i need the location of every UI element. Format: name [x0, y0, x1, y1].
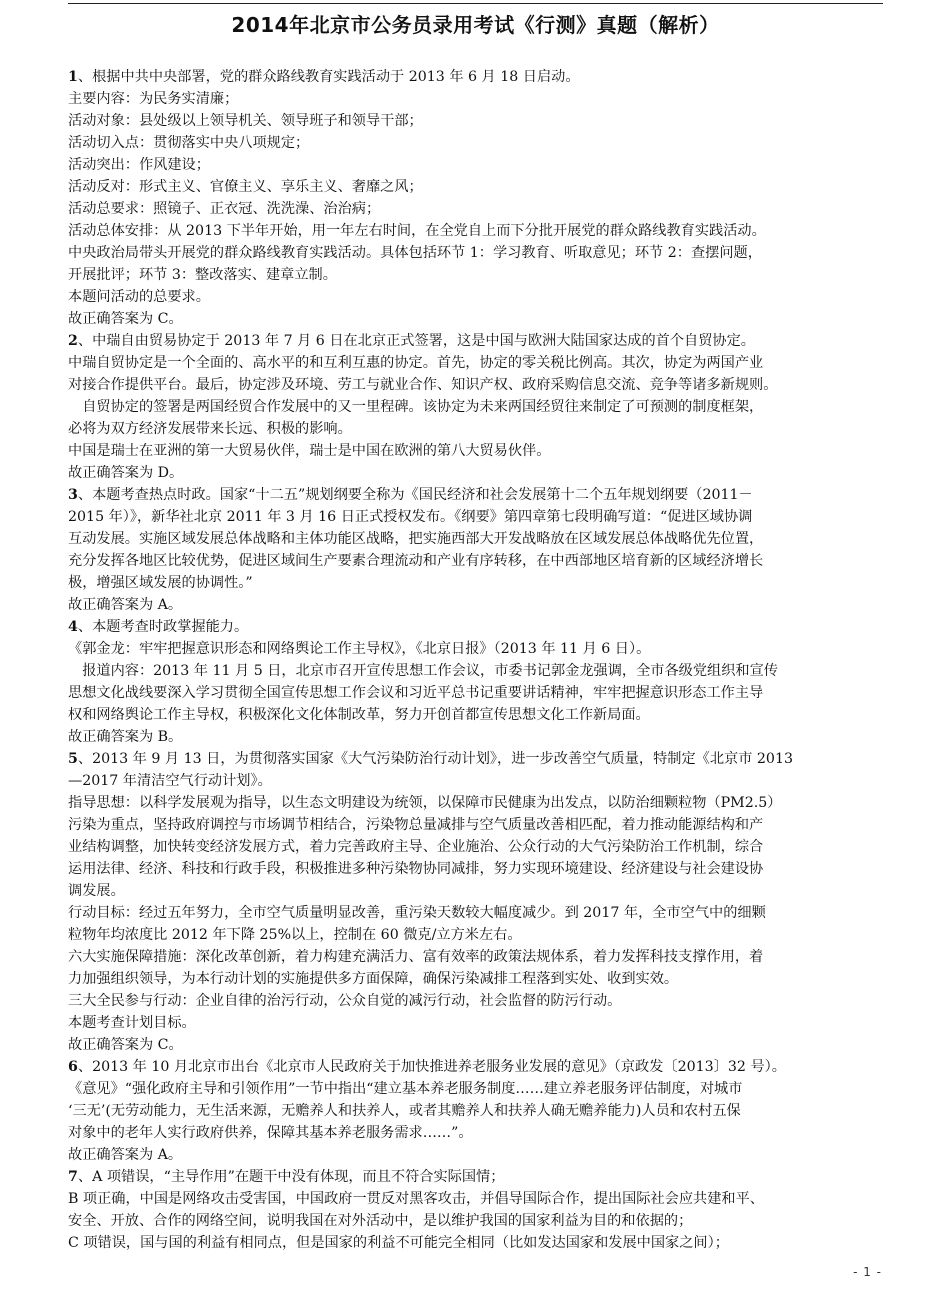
line-text: 权和网络舆论工作主导权，积极深化文化体制改革，努力开创首都宣传思想文化工作新局面。	[68, 707, 650, 723]
line-text: 三大全民参与行动：企业自律的治污行动，公众自觉的减污行动，社会监督的防污行动。	[68, 993, 622, 1009]
text-line	[68, 396, 883, 418]
line-text: 《意见》“强化政府主导和引领作用”一节中指出“建立基本养老服务制度……建立养老服务评估制度，对城市	[68, 1081, 743, 1097]
line-text: 故正确答案为 A。	[68, 1147, 183, 1163]
text-line	[68, 770, 883, 792]
text-line	[68, 286, 883, 308]
text-line	[68, 418, 883, 440]
line-text: B 项正确，中国是网络攻击受害国，中国政府一贯反对黑客攻击，并倡导国际合作，提出国际社会应共建和平、	[68, 1191, 764, 1207]
line-text: 中国是瑞士在亚洲的第一大贸易伙伴，瑞士是中国在欧洲的第八大贸易伙伴。	[68, 443, 551, 459]
line-text: 指导思想：以科学发展观为指导，以生态文明建设为统领，以保障市民健康为出发点，以防治细颗粒物（PM2.5）	[68, 795, 782, 811]
question-number: 7	[68, 1169, 78, 1185]
line-text: 本题问活动的总要求。	[68, 289, 210, 305]
line-text: 调发展。	[68, 883, 125, 899]
question-number: 2	[68, 333, 78, 349]
line-text: ‘三无’(无劳动能力，无生活来源，无赡养人和扶养人，或者其赡养人和扶养人确无赡养能力)人员和农村五保	[68, 1103, 741, 1119]
line-text: 业结构调整，加快转变经济发展方式，着力完善政府主导、企业施治、公众行动的大气污染防治工作机制，综合	[68, 839, 764, 855]
line-text: 自贸协定的签署是两国经贸合作发展中的又一里程碑。该协定为未来两国经贸往来制定了可预测的制度框架，	[68, 399, 764, 415]
text-line	[68, 110, 883, 132]
line-text: C 项错误，国与国的利益有相同点，但是国家的利益不可能完全相同（比如发达国家和发展中国家之间）；	[68, 1235, 729, 1251]
line-text: 充分发挥各地区比较优势，促进区域间生产要素合理流动和产业有序转移，在中西部地区培育新的区域经济增长	[68, 553, 764, 569]
text-line	[68, 616, 883, 638]
text-line	[68, 1232, 883, 1254]
text-line	[68, 88, 883, 110]
text-line	[68, 1078, 883, 1100]
text-line	[68, 484, 883, 506]
document-title: 2014年北京市公务员录用考试《行测》真题（解析）	[231, 13, 720, 37]
question-number: 4	[68, 619, 78, 635]
line-text: 互动发展。实施区域发展总体战略和主体功能区战略，把实施西部大开发战略放在区域发展总体战略优先位置，	[68, 531, 764, 547]
text-line	[68, 176, 883, 198]
text-line	[68, 1012, 883, 1034]
text-line	[68, 242, 883, 264]
text-line	[68, 572, 883, 594]
question-number: 5	[68, 751, 78, 767]
document-body	[68, 66, 883, 1254]
text-line	[68, 1144, 883, 1166]
line-text: 活动对象：县处级以上领导机关、领导班子和领导干部；	[68, 113, 423, 129]
text-line	[68, 638, 883, 660]
line-text: 对接合作提供平台。最后，协定涉及环境、劳工与就业合作、知识产权、政府采购信息交流、竞争等诸多新规则。	[68, 377, 778, 393]
text-line	[68, 990, 883, 1012]
question-number: 1	[68, 69, 78, 85]
text-line	[68, 924, 883, 946]
text-line	[68, 1188, 883, 1210]
text-line	[68, 154, 883, 176]
line-text: 、本题考查热点时政。国家“十二五”规划纲要全称为《国民经济和社会发展第十二个五年规划纲要（2011－	[77, 487, 753, 503]
line-text: 安全、开放、合作的网络空间，说明我国在对外活动中，是以维护我国的国家利益为目的和依据的；	[68, 1213, 693, 1229]
line-text: 、本题考查时政掌握能力。	[77, 619, 249, 635]
text-line	[68, 1034, 883, 1056]
line-text: 、中瑞自由贸易协定于 2013 年 7 月 6 日在北京正式签署，这是中国与欧洲大陆国家达成的首个自贸协定。	[77, 333, 755, 349]
line-text: 中央政治局带头开展党的群众路线教育实践活动。具体包括环节 1：学习教育、听取意见；环节 2：查摆问题，	[68, 245, 762, 261]
question-number: 3	[68, 487, 78, 503]
line-text: 行动目标：经过五年努力，全市空气质量明显改善，重污染天数较大幅度减少。到 2017 年，全市空气中的细颗	[68, 905, 766, 921]
text-line	[68, 198, 883, 220]
line-text: —2017 年清洁空气行动计划》。	[68, 773, 272, 789]
line-text: 活动突出：作风建设；	[68, 157, 210, 173]
text-line	[68, 220, 883, 242]
line-text: 活动总要求：照镜子、正衣冠、洗洗澡、治治病；	[68, 201, 381, 217]
text-line	[68, 374, 883, 396]
line-text: 必将为双方经济发展带来长远、积极的影响。	[68, 421, 352, 437]
line-text: 运用法律、经济、科技和行政手段，积极推进多种污染物协同减排，努力实现环境建设、经济建设与社会建设协	[68, 861, 764, 877]
line-text: 主要内容：为民务实清廉；	[68, 91, 239, 107]
text-line	[68, 902, 883, 924]
text-line	[68, 1056, 883, 1078]
line-text: 报道内容：2013 年 11 月 5 日，北京市召开宣传思想工作会议，市委书记郭金龙强调，全市各级党组织和宣传	[68, 663, 778, 679]
text-line	[68, 792, 883, 814]
text-line	[68, 330, 883, 352]
line-text: 对象中的老年人实行政府供养，保障其基本养老服务需求……”。	[68, 1125, 473, 1141]
line-text: 中瑞自贸协定是一个全面的、高水平的和互利互惠的协定。首先，协定的零关税比例高。其次，协定为两国产业	[68, 355, 764, 371]
text-line	[68, 594, 883, 616]
line-text: 力加强组织领导，为本行动计划的实施提供多方面保障，确保污染减排工程落到实处、收到实效。	[68, 971, 679, 987]
page-number: - 1 -	[853, 1265, 882, 1279]
text-line	[68, 682, 883, 704]
line-text: 故正确答案为 C。	[68, 1037, 183, 1053]
text-line	[68, 352, 883, 374]
line-text: 、2013 年 10 月北京市出台《北京市人民政府关于加快推进养老服务业发展的意见》（京政发〔2013〕32 号）。	[77, 1059, 786, 1075]
text-line	[68, 66, 883, 88]
line-text: 2015 年）》，新华社北京 2011 年 3 月 16 日正式授权发布。《纲要》第四章第七段明确写道：“促进区域协调	[68, 509, 753, 525]
text-line	[68, 528, 883, 550]
line-text: 污染为重点，坚持政府调控与市场调节相结合，污染物总量减排与空气质量改善相匹配，着力推动能源结构和产	[68, 817, 764, 833]
text-line	[68, 836, 883, 858]
line-text: 、2013 年 9 月 13 日，为贯彻落实国家《大气污染防治行动计划》，进一步改善空气质量，特制定《北京市 2013	[77, 751, 794, 767]
text-line	[68, 462, 883, 484]
text-line	[68, 748, 883, 770]
text-line	[68, 308, 883, 330]
line-text: 活动切入点：贯彻落实中央八项规定；	[68, 135, 310, 151]
text-line	[68, 726, 883, 748]
text-line	[68, 1166, 883, 1188]
top-rule	[68, 3, 883, 4]
text-line	[68, 440, 883, 462]
text-line	[68, 264, 883, 286]
text-line	[68, 1100, 883, 1122]
line-text: 、根据中共中央部署，党的群众路线教育实践活动于 2013 年 6 月 18 日启动。	[77, 69, 580, 85]
line-text: 《郭金龙：牢牢把握意识形态和网络舆论工作主导权》，《北京日报》（2013 年 11 月 6 日）。	[68, 641, 651, 657]
text-line	[68, 858, 883, 880]
line-text: 、A 项错误，“主导作用”在题干中没有体现，而且不符合实际国情；	[77, 1169, 505, 1185]
text-line	[68, 132, 883, 154]
line-text: 故正确答案为 A。	[68, 597, 183, 613]
line-text: 极，增强区域发展的协调性。”	[68, 575, 253, 591]
text-line	[68, 946, 883, 968]
line-text: 活动反对：形式主义、官僚主义、享乐主义、奢靡之风；	[68, 179, 423, 195]
text-line	[68, 506, 883, 528]
text-line	[68, 550, 883, 572]
line-text: 开展批评；环节 3：整改落实、建章立制。	[68, 267, 337, 283]
line-text: 粒物年均浓度比 2012 年下降 25%以上，控制在 60 微克/立方米左右。	[68, 927, 522, 943]
line-text: 思想文化战线要深入学习贯彻全国宣传思想工作会议和习近平总书记重要讲话精神，牢牢把握意识形态工作主导	[68, 685, 764, 701]
line-text: 故正确答案为 B。	[68, 729, 183, 745]
line-text: 活动总体安排：从 2013 下半年开始，用一年左右时间，在全党自上而下分批开展党的群众路线教育实践活动。	[68, 223, 766, 239]
question-number: 6	[68, 1059, 78, 1075]
line-text: 故正确答案为 C。	[68, 311, 183, 327]
line-text: 六大实施保障措施：深化改革创新，着力构建充满活力、富有效率的政策法规体系，着力发挥科技支撑作用，着	[68, 949, 764, 965]
text-line	[68, 814, 883, 836]
text-line	[68, 704, 883, 726]
text-line	[68, 660, 883, 682]
text-line	[68, 1122, 883, 1144]
text-line	[68, 1210, 883, 1232]
line-text: 故正确答案为 D。	[68, 465, 184, 481]
line-text: 本题考查计划目标。	[68, 1015, 196, 1031]
text-line	[68, 968, 883, 990]
text-line	[68, 880, 883, 902]
